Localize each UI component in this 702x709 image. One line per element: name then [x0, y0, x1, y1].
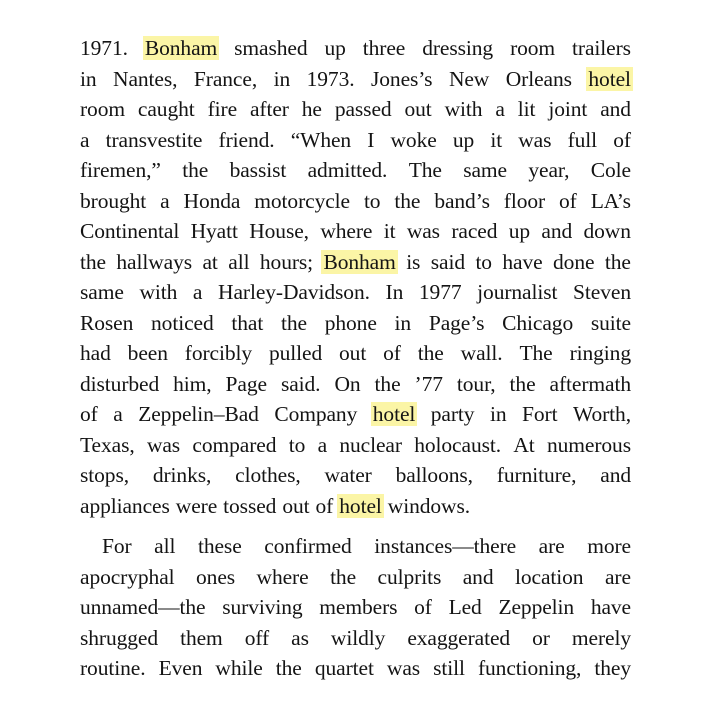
word: off: [244, 625, 270, 650]
word: to: [475, 249, 492, 274]
word: of: [383, 341, 401, 365]
text-line: [80, 531, 631, 562]
word: Zeppelin–Bad: [138, 402, 259, 426]
word: hallways: [116, 249, 193, 274]
word: three: [362, 36, 406, 60]
word: disturbed: [80, 371, 160, 396]
word: done: [553, 249, 595, 274]
word: of: [559, 188, 577, 213]
word: had: [80, 341, 111, 365]
word: nuclear: [339, 432, 402, 457]
word: in: [394, 310, 412, 335]
word: confirmed: [264, 534, 352, 558]
word: caught: [137, 97, 195, 121]
word: France,: [193, 66, 258, 91]
word: woke: [390, 127, 437, 152]
word: the: [182, 158, 209, 182]
word: Nantes,: [113, 66, 178, 91]
word: New: [448, 66, 490, 91]
text-line: [80, 64, 631, 95]
word: Texas,: [80, 432, 135, 457]
word: full: [567, 127, 598, 152]
word: of: [414, 595, 432, 619]
word: wall.: [460, 341, 503, 365]
word: Harley-Davidson.: [218, 280, 370, 304]
word: apocryphal: [80, 564, 175, 589]
word: LA’s: [590, 188, 631, 213]
word: Rosen: [80, 310, 134, 335]
word: the: [509, 371, 536, 396]
word: of: [80, 402, 98, 426]
word: to: [288, 432, 306, 457]
word: firemen,”: [80, 158, 161, 182]
word: journalist: [477, 280, 558, 304]
text-line: [80, 155, 631, 186]
word: all: [154, 534, 176, 558]
paragraph-1: [80, 33, 631, 521]
word: hours;: [259, 249, 314, 274]
text-line: [80, 186, 631, 217]
word: is: [406, 249, 421, 274]
word: same: [463, 158, 507, 182]
word: and: [600, 97, 631, 121]
word: On: [334, 371, 361, 396]
text-line: [80, 369, 631, 400]
word: instances—there: [374, 534, 517, 558]
word: The: [408, 158, 442, 182]
word: down: [583, 219, 631, 243]
word: where: [320, 219, 373, 243]
word: location: [514, 564, 584, 589]
word: suite: [590, 310, 631, 335]
highlighted-word[interactable]: Bonham: [323, 249, 396, 274]
paragraph-gap: [80, 521, 631, 531]
word: Honda: [183, 188, 241, 213]
word: was: [406, 219, 440, 243]
text-line: [80, 430, 631, 461]
highlighted-word[interactable]: hotel: [339, 493, 382, 518]
word: Chicago: [502, 310, 574, 335]
word: joint: [548, 97, 588, 121]
word: or: [532, 625, 550, 650]
word: floor: [503, 188, 546, 213]
word: all: [228, 249, 250, 274]
word: the: [394, 188, 421, 213]
word: a: [192, 280, 203, 304]
word: brought: [80, 188, 147, 213]
word: ’77: [414, 371, 443, 396]
word: unnamed—the: [80, 595, 206, 619]
text-line: [80, 94, 631, 125]
word: the: [417, 341, 444, 365]
word: said.: [280, 371, 321, 396]
word: same: [80, 280, 124, 304]
word: phone: [324, 310, 377, 335]
word: raced: [451, 219, 498, 243]
word: Led: [448, 595, 482, 619]
word: Continental: [80, 219, 180, 243]
text-line: [80, 399, 631, 430]
word: ringing: [569, 341, 631, 365]
document-page: [80, 33, 631, 684]
text-line: [80, 338, 631, 369]
word: as: [291, 625, 309, 650]
word: out: [404, 97, 432, 121]
highlighted-word[interactable]: Bonham: [144, 36, 218, 60]
word: noticed: [151, 310, 214, 335]
word: in: [273, 66, 291, 91]
word: For: [102, 534, 132, 558]
word: at: [202, 249, 218, 274]
word: have: [502, 249, 543, 274]
word: merely: [571, 625, 631, 650]
word: a: [113, 402, 123, 426]
word: wildly: [330, 625, 386, 650]
paragraph-2: [80, 531, 631, 684]
word: trailers: [572, 36, 631, 60]
word: 1977: [418, 280, 462, 304]
word: forcibly: [184, 341, 253, 365]
word: quartet: [314, 656, 374, 680]
word: furniture,: [496, 463, 577, 487]
word: him,: [173, 371, 212, 396]
word: still: [433, 656, 465, 680]
word: At: [513, 432, 535, 457]
word: 1973.: [306, 66, 355, 91]
word: was: [518, 127, 552, 152]
word: they: [594, 656, 631, 680]
word: up: [324, 36, 346, 60]
word: bassist: [229, 158, 287, 182]
word: Page: [225, 371, 267, 396]
word: where: [256, 564, 309, 589]
word: them: [180, 625, 223, 650]
text-line: [80, 277, 631, 308]
word: party: [430, 402, 475, 426]
word: it: [490, 127, 503, 152]
word: In: [385, 280, 404, 304]
word: a: [80, 127, 90, 152]
word: were: [175, 493, 218, 518]
word: been: [127, 341, 168, 365]
word: functioning,: [477, 656, 582, 680]
highlighted-word[interactable]: hotel: [372, 402, 416, 426]
word: was: [146, 432, 181, 457]
text-line: [80, 592, 631, 623]
word: fire: [207, 97, 238, 121]
word: holocaust.: [414, 432, 502, 457]
word: the: [80, 249, 106, 274]
word: was: [386, 656, 421, 680]
word: exaggerated: [407, 625, 511, 650]
text-line: [80, 125, 631, 156]
word: it: [383, 219, 396, 243]
word: House,: [249, 219, 309, 243]
word: tossed: [223, 493, 277, 518]
word: the: [330, 564, 357, 589]
word: out: [282, 493, 310, 518]
word: are: [604, 564, 631, 589]
word: pulled: [268, 341, 323, 365]
word: smashed: [234, 36, 308, 60]
word: he: [301, 97, 322, 121]
word: numerous: [546, 432, 631, 457]
text-line: [80, 460, 631, 491]
word: up: [452, 127, 475, 152]
word: motorcycle: [254, 188, 350, 213]
word: [339, 491, 382, 522]
word: and: [462, 564, 494, 589]
word: have: [590, 595, 631, 619]
word: tour,: [456, 371, 496, 396]
text-line: [80, 216, 631, 247]
text-line: [80, 653, 631, 684]
word: Cole: [590, 158, 631, 182]
word: Steven: [573, 280, 631, 304]
word: balloons,: [395, 463, 473, 487]
word: dressing: [422, 36, 494, 60]
word: more: [587, 534, 631, 558]
word: Even: [158, 656, 203, 680]
text-line: [80, 33, 631, 64]
word: ones: [196, 564, 236, 589]
text-line: [80, 491, 631, 522]
word: Jones’s: [371, 66, 433, 91]
word: that: [231, 310, 264, 335]
text-line: [80, 247, 631, 278]
word: surviving: [222, 595, 303, 619]
word: Company: [274, 402, 358, 426]
word: and: [541, 219, 573, 243]
word: after: [249, 97, 289, 121]
word: room: [80, 97, 125, 121]
word: out: [339, 341, 367, 365]
text-line: [80, 562, 631, 593]
word: Zeppelin: [498, 595, 575, 619]
word: lit: [517, 97, 536, 121]
word: up: [508, 219, 531, 243]
word: in: [489, 402, 507, 426]
word: Page’s: [428, 310, 485, 335]
word: [373, 399, 416, 430]
word: [588, 64, 631, 95]
word: band’s: [434, 188, 490, 213]
word: admitted.: [307, 158, 388, 182]
word: “When: [290, 127, 352, 152]
text-line: [80, 308, 631, 339]
word: friend.: [218, 127, 275, 152]
word: passed: [334, 97, 392, 121]
word: a: [160, 188, 170, 213]
word: to: [363, 188, 381, 213]
word: a: [495, 97, 505, 121]
word: year,: [528, 158, 570, 182]
word: the: [281, 310, 307, 335]
word: I: [367, 127, 375, 152]
word: Fort: [522, 402, 558, 426]
word: room: [510, 36, 556, 60]
word: windows.: [387, 493, 470, 518]
word: transvestite: [105, 127, 203, 152]
word: are: [538, 534, 565, 558]
word: of: [613, 127, 631, 152]
word: these: [197, 534, 242, 558]
word: the: [374, 371, 401, 396]
word: water: [324, 463, 372, 487]
word: with: [444, 97, 483, 121]
word: stops,: [80, 463, 129, 487]
word: Orleans: [505, 66, 572, 91]
word: 1971.: [80, 36, 128, 60]
word: the: [275, 656, 302, 680]
word: members: [319, 595, 398, 619]
word: [145, 33, 217, 64]
word: culprits: [377, 564, 442, 589]
word: [323, 247, 395, 278]
word: in: [80, 66, 97, 91]
word: shrugged: [80, 625, 159, 650]
word: Worth,: [573, 402, 631, 426]
word: The: [519, 341, 553, 365]
word: appliances: [80, 493, 170, 518]
word: while: [215, 656, 263, 680]
word: and: [600, 463, 631, 487]
word: Hyatt: [190, 219, 238, 243]
highlighted-word[interactable]: hotel: [588, 66, 631, 91]
word: aftermath: [549, 371, 631, 396]
word: routine.: [80, 656, 146, 680]
word: a: [317, 432, 328, 457]
word: of: [315, 493, 334, 518]
word: with: [139, 280, 178, 304]
word: clothes,: [235, 463, 301, 487]
word: compared: [192, 432, 277, 457]
word: the: [604, 249, 631, 274]
word: drinks,: [152, 463, 212, 487]
text-line: [80, 623, 631, 654]
word: said: [430, 249, 465, 274]
